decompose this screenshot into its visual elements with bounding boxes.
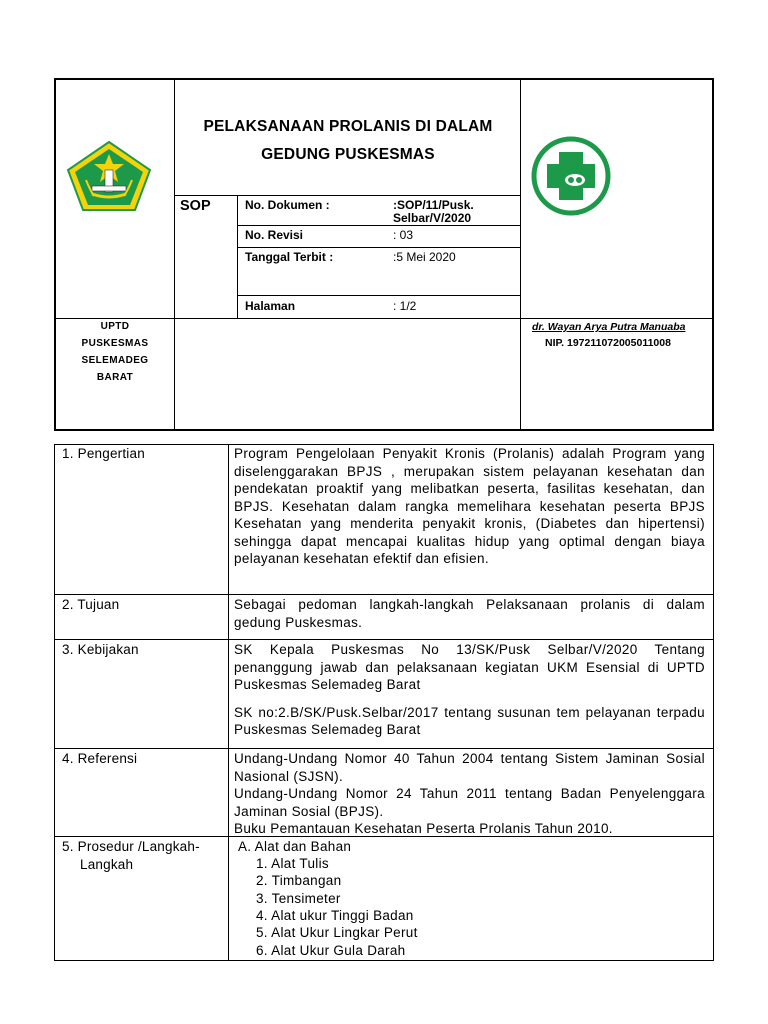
puskesmas-logo-icon: [531, 136, 611, 216]
subheading: A. Alat dan Bahan: [238, 839, 352, 854]
paragraph: SK no:2.B/SK/Pusk.Selbar/2017 tentang susunan tem pelayanan terpadu Puskesmas Selemadeg Barat: [234, 704, 705, 737]
section-text-pengertian: [234, 445, 705, 568]
list-item: 1. Alat Tulis: [256, 856, 329, 871]
revision-label: No. Revisi: [245, 228, 304, 242]
signer-name: dr. Wayan Arya Putra Manuaba: [532, 321, 686, 333]
label-line: 5. Prosedur /Langkah-: [62, 839, 200, 854]
paragraph: Program Pengelolaan Penyakit Kronis (Prolanis) adalah Program yang diselenggarakan BPJS , merupakan sistem pelayanan kesehatan dan pendekatan proaktif yang melibatkan peserta, fasilitas kesehatan, dan BPJS. Kesehatan dalam rangka memelihara kesehatan peserta BPJS Kesehatan yang menderita penyakit kronis, (Diabetes dan hipertensi) sehingga dapat mencapai kualitas hidup yang optimal dengan biaya pelayanan kesehatan efektif dan efisien.: [234, 446, 705, 566]
section-label-kebijakan: 3. Kebijakan: [62, 642, 139, 657]
list-item: 3. Tensimeter: [256, 891, 341, 906]
paragraph: Sebagai pedoman langkah-langkah Pelaksanaan prolanis di dalam gedung Puskesmas.: [234, 597, 705, 630]
page-value: : 1/2: [393, 299, 417, 313]
issue-date-label: Tanggal Terbit :: [245, 250, 334, 264]
doc-number-value-line2: Selbar/V/2020: [393, 211, 472, 225]
revision-value: : 03: [393, 228, 414, 242]
paragraph: Undang-Undang Nomor 24 Tahun 2011 tentang Badan Penyelenggara Jaminan Sosial (BPJS).: [234, 786, 705, 819]
page-label: Halaman: [245, 299, 296, 313]
paragraph: Undang-Undang Nomor 40 Tahun 2004 tentang Sistem Jaminan Sosial Nasional (SJSN).: [234, 751, 705, 784]
doc-number-label: No. Dokumen :: [245, 198, 330, 212]
org-line: SELEMADEG: [81, 355, 149, 366]
section-label-tujuan: 2. Tujuan: [62, 597, 120, 612]
organization-name: [56, 318, 174, 386]
list-item: 6. Alat Ukur Gula Darah: [256, 943, 406, 958]
paragraph: Buku Pemantauan Kesehatan Peserta Prolanis Tahun 2010.: [234, 821, 613, 836]
org-line: PUSKESMAS: [81, 338, 149, 349]
issue-date-value: :5 Mei 2020: [393, 250, 456, 264]
signer-nip: NIP. 197211072005011008: [545, 337, 671, 349]
paragraph: SK Kepala Puskesmas No 13/SK/Pusk Selbar/V/2020 Tentang penanggung jawab dan pelaksanaan kegiatan UKM Esensial di UPTD Puskesmas Selemadeg Barat: [234, 642, 705, 692]
section-label-pengertian: 1. Pengertian: [62, 446, 145, 461]
list-item: 4. Alat ukur Tinggi Badan: [256, 908, 414, 923]
title-line-2: GEDUNG PUSKESMAS: [261, 146, 435, 163]
label-line: Langkah: [80, 856, 134, 872]
kemenkes-logo-icon: [66, 140, 152, 212]
title-line-1: PELAKSANAAN PROLANIS DI DALAM: [203, 118, 493, 135]
org-line: UPTD: [100, 321, 130, 332]
list-item: 2. Timbangan: [256, 873, 342, 888]
section-text-kebijakan: [234, 641, 705, 739]
document-title: [175, 113, 521, 169]
section-label-prosedur: [62, 838, 222, 873]
section-text-tujuan: [234, 596, 705, 631]
section-label-referensi: 4. Referensi: [62, 751, 138, 766]
sop-label: SOP: [180, 198, 211, 214]
list-item: 5. Alat Ukur Lingkar Perut: [256, 925, 418, 940]
doc-number-value-line1: :SOP/11/Pusk.: [393, 198, 474, 212]
org-line: BARAT: [96, 372, 134, 383]
section-text-referensi: [234, 750, 705, 838]
